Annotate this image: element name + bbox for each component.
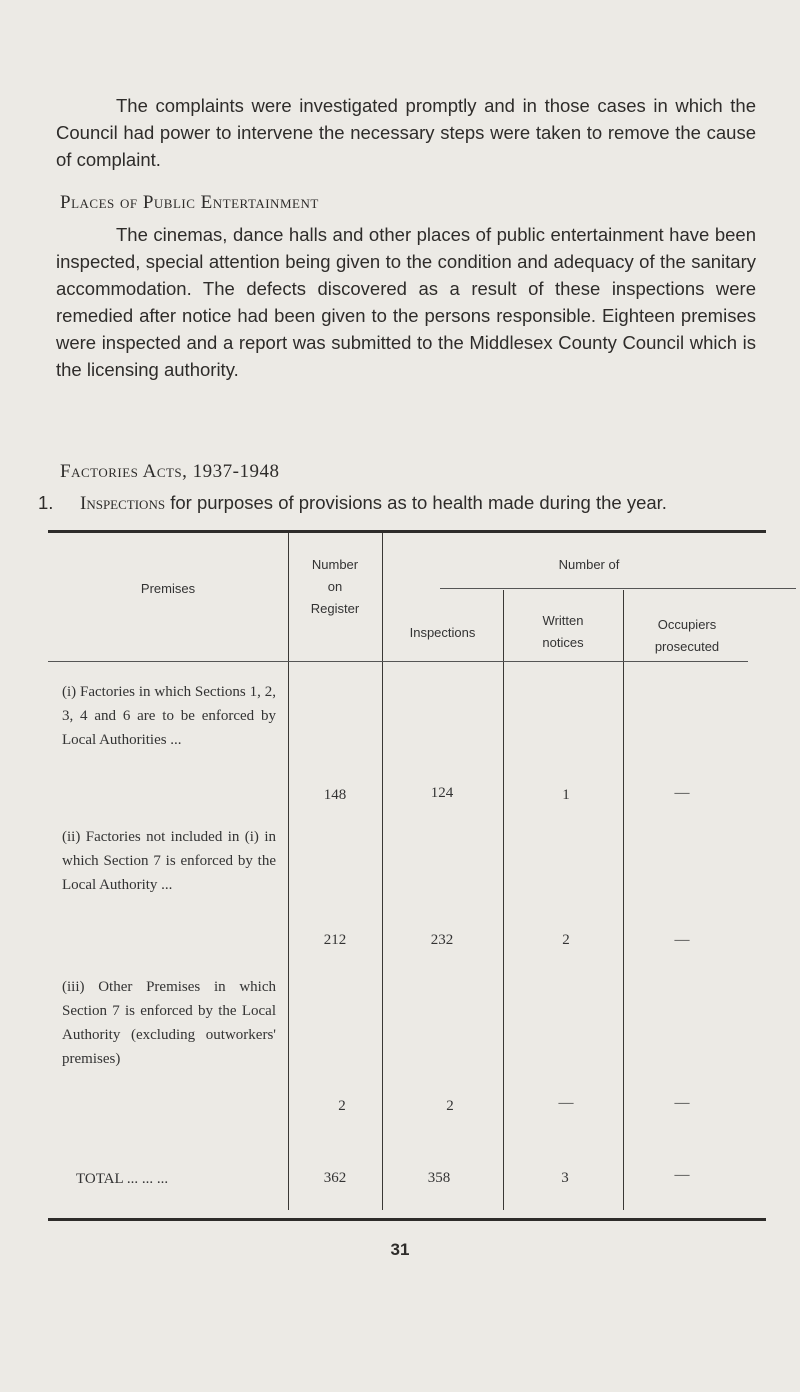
header-register-line: Number (311, 557, 359, 572)
cell-register: 148 (323, 787, 347, 803)
page-number: 31 (390, 1240, 410, 1259)
entertainment-heading: Places of Public Entertainment (60, 192, 319, 213)
col-divider (288, 533, 289, 1210)
total-written: 3 (561, 1170, 569, 1186)
header-written-notices (503, 610, 623, 654)
header-register (288, 554, 382, 620)
header-bottom-rule (48, 661, 748, 662)
header-occupiers-line: prosecuted (654, 639, 720, 654)
item-text: for purposes of provisions as to health made during the year. (165, 492, 667, 513)
cell-inspections: 2 (446, 1098, 454, 1114)
header-subrule (440, 588, 796, 589)
cell-inspections: 232 (430, 932, 454, 948)
header-written-line: notices (542, 635, 584, 650)
header-inspections: Inspections (409, 625, 476, 640)
cell-register: 2 (338, 1098, 346, 1114)
header-written-line: Written (542, 613, 584, 628)
factories-heading: Factories Acts, 1937-1948 (60, 461, 280, 482)
row-label: (iii) Other Premises in which Section 7 is enforced by the Local Authority (excluding outworkers' premises) (62, 979, 276, 1067)
cell-written: 1 (562, 787, 570, 803)
cell-prosecuted: — (674, 932, 690, 948)
table-top-rule (48, 530, 766, 533)
cell-register: 212 (323, 932, 347, 948)
header-occupiers-line: Occupiers (657, 617, 717, 632)
total-label: TOTAL ... ... ... (76, 1171, 169, 1187)
row-label: (ii) Factories not included in (i) in which Section 7 is enforced by the Local Authority ... (62, 829, 276, 893)
header-number-of: Number of (558, 557, 620, 572)
total-inspections: 358 (427, 1170, 451, 1186)
cell-prosecuted: — (674, 1095, 690, 1111)
col-divider (503, 590, 504, 1210)
total-prosecuted: — (674, 1167, 690, 1183)
header-register-line: Register (310, 601, 360, 616)
cell-written: — (558, 1095, 574, 1111)
header-occupiers-prosecuted (623, 614, 751, 658)
complaints-paragraph: The complaints were investigated promptly and in those cases in which the Council had power to intervene the necessary steps were taken to remove the cause of complaint. (56, 95, 756, 170)
header-premises: Premises (140, 581, 196, 596)
entertainment-paragraph: The cinemas, dance halls and other places of public entertainment have been inspected, special attention being given to the condition and adequacy of the sanitary accommodation. The defects discovered as a result of these inspections were remedied after notice had been given to the persons responsible. Eighteen premises were inspected and a report was submitted to the Middlesex County Council which is the licensing authority. (56, 224, 756, 380)
total-register: 362 (323, 1170, 347, 1186)
row-label: (i) Factories in which Sections 1, 2, 3, 4 and 6 are to be enforced by Local Authorities ... (62, 684, 276, 748)
item-number: 1. (38, 492, 54, 513)
header-register-line: on (327, 579, 343, 594)
item-lead: Inspections (80, 493, 166, 514)
col-divider (623, 590, 624, 1210)
inspections-item (38, 489, 779, 517)
cell-inspections: 124 (430, 785, 454, 801)
cell-written: 2 (562, 932, 570, 948)
table-bottom-rule (48, 1218, 766, 1221)
cell-prosecuted: — (674, 785, 690, 801)
